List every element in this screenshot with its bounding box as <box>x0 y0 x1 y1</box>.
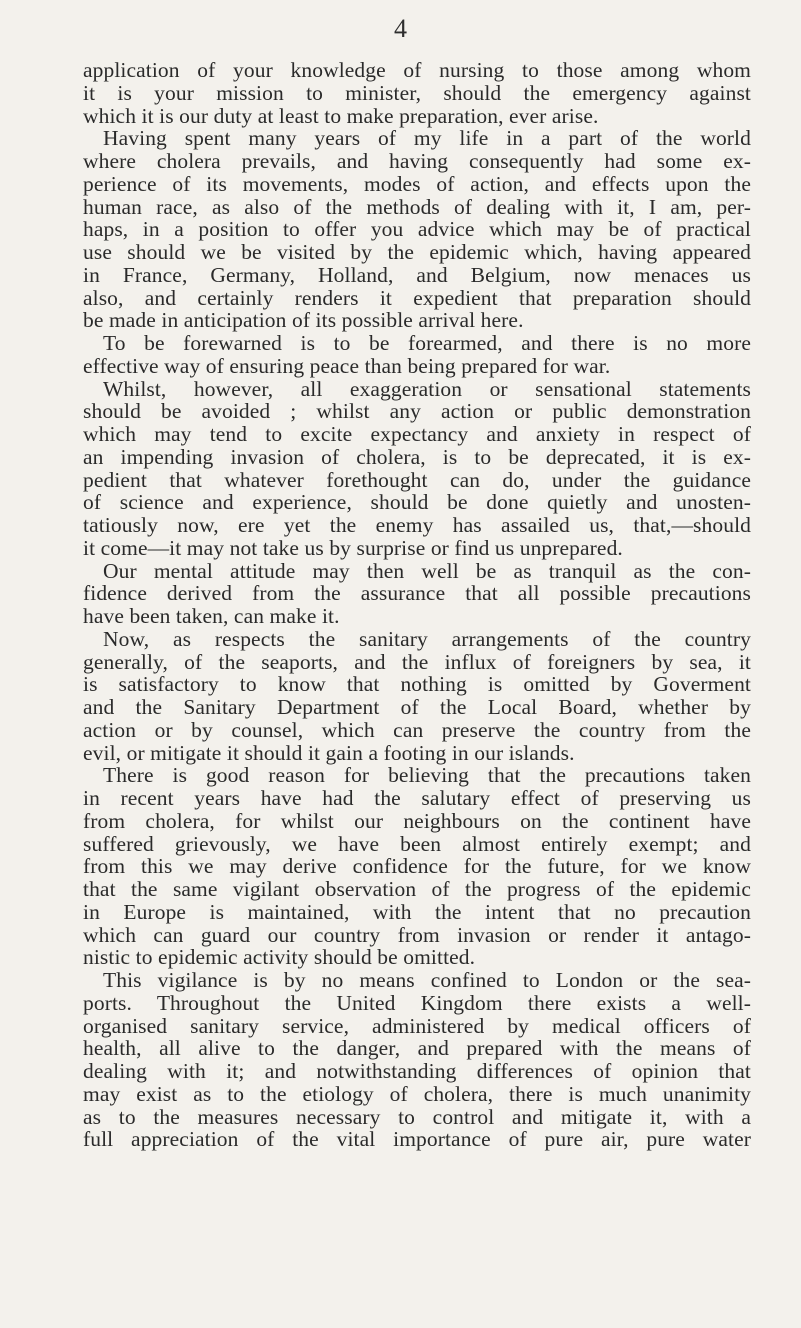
text-line: should be avoided ; whilst any action or public demonstration <box>83 399 751 424</box>
text-line: tatiously now, ere yet the enemy has assailed us, that,—should <box>83 513 751 537</box>
text-line: full appreciation of the vital importance of pure air, pure water <box>83 1127 751 1152</box>
text-line: an impending invasion of cholera, is to be deprecated, it is ex- <box>83 444 751 469</box>
text-line: dealing with it; and notwithstanding differences of opinion that <box>83 1059 751 1083</box>
text-line: which it is our duty at least to make preparation, ever arise. <box>83 103 599 128</box>
text-line: generally, of the seaports, and the influx of foreigners by sea, it <box>83 649 751 674</box>
text-line: perience of its movements, modes of action, and effects upon the <box>83 171 751 196</box>
text-line: Now, as respects the sanitary arrangements of the country <box>103 626 751 651</box>
body-text <box>83 59 751 1151</box>
text-line: use should we be visited by the epidemic which, having appeared <box>83 240 751 264</box>
text-line: and the Sanitary Department of the Local Board, whether by <box>83 695 751 719</box>
text-line: have been taken, can make it. <box>83 604 340 628</box>
text-line: which can guard our country from invasion or render it antago- <box>83 922 751 947</box>
text-line: of science and experience, should be done quietly and unosten- <box>83 490 751 515</box>
text-line: where cholera prevails, and having consequently had some ex- <box>83 149 751 173</box>
text-line: There is good reason for believing that the precautions taken <box>103 763 751 788</box>
text-line: This vigilance is by no means confined to London or the sea- <box>103 968 751 992</box>
text-line: organised sanitary service, administered by medical officers of <box>83 1013 751 1038</box>
text-line: haps, in a position to offer you advice which may be of practical <box>83 217 751 242</box>
text-line: that the same vigilant observation of the progress of the epidemic <box>83 877 751 901</box>
text-line: Having spent many years of my life in a part of the world <box>103 126 751 151</box>
text-line: also, and certainly renders it expedient that preparation should <box>83 285 751 310</box>
text-line: fidence derived from the assurance that all possible precautions <box>83 581 751 606</box>
text-line: is satisfactory to know that nothing is omitted by Goverment <box>83 672 751 697</box>
text-line: be made in anticipation of its possible arrival here. <box>83 308 524 333</box>
text-line: in France, Germany, Holland, and Belgium, now menaces us <box>83 262 751 287</box>
text-line: health, all alive to the danger, and prepared with the means of <box>83 1036 751 1061</box>
text-line: which may tend to excite expectancy and anxiety in respect of <box>83 422 751 446</box>
text-line: from this we may derive confidence for the future, for we know <box>83 854 751 879</box>
text-line: in Europe is maintained, with the intent that no precaution <box>83 899 751 924</box>
text-line: To be forewarned is to be forearmed, and there is no more <box>103 331 751 355</box>
text-line: ports. Throughout the United Kingdom there exists a well- <box>83 990 751 1015</box>
text-line: it come—it may not take us by surprise or find us unprepared. <box>83 535 623 560</box>
text-line: human race, as also of the methods of dealing with it, I am, per- <box>83 194 751 219</box>
text-line: as to the measures necessary to control and mitigate it, with a <box>83 1104 751 1129</box>
page-number: 4 <box>394 14 407 43</box>
text-line: Our mental attitude may then well be as tranquil as the con- <box>103 558 751 583</box>
text-line: application of your knowledge of nursing to those among whom <box>83 58 751 82</box>
text-line: evil, or mitigate it should it gain a footing in our islands. <box>83 740 575 765</box>
text-line: it is your mission to minister, should the emergency against <box>83 80 751 105</box>
text-line: action or by counsel, which can preserve the country from the <box>83 717 751 742</box>
text-line: from cholera, for whilst our neighbours on the continent have <box>83 808 751 833</box>
text-line: in recent years have had the salutary effect of preserving us <box>83 786 751 810</box>
text-line: may exist as to the etiology of cholera, there is much unanimity <box>83 1081 751 1106</box>
text-line: Whilst, however, all exaggeration or sensational statements <box>103 376 751 401</box>
text-line: effective way of ensuring peace than being prepared for war. <box>83 353 611 378</box>
text-line: suffered grievously, we have been almost entirely exempt; and <box>83 831 751 856</box>
text-line: nistic to epidemic activity should be omitted. <box>83 945 476 970</box>
text-line: pedient that whatever forethought can do, under the guidance <box>83 467 751 492</box>
